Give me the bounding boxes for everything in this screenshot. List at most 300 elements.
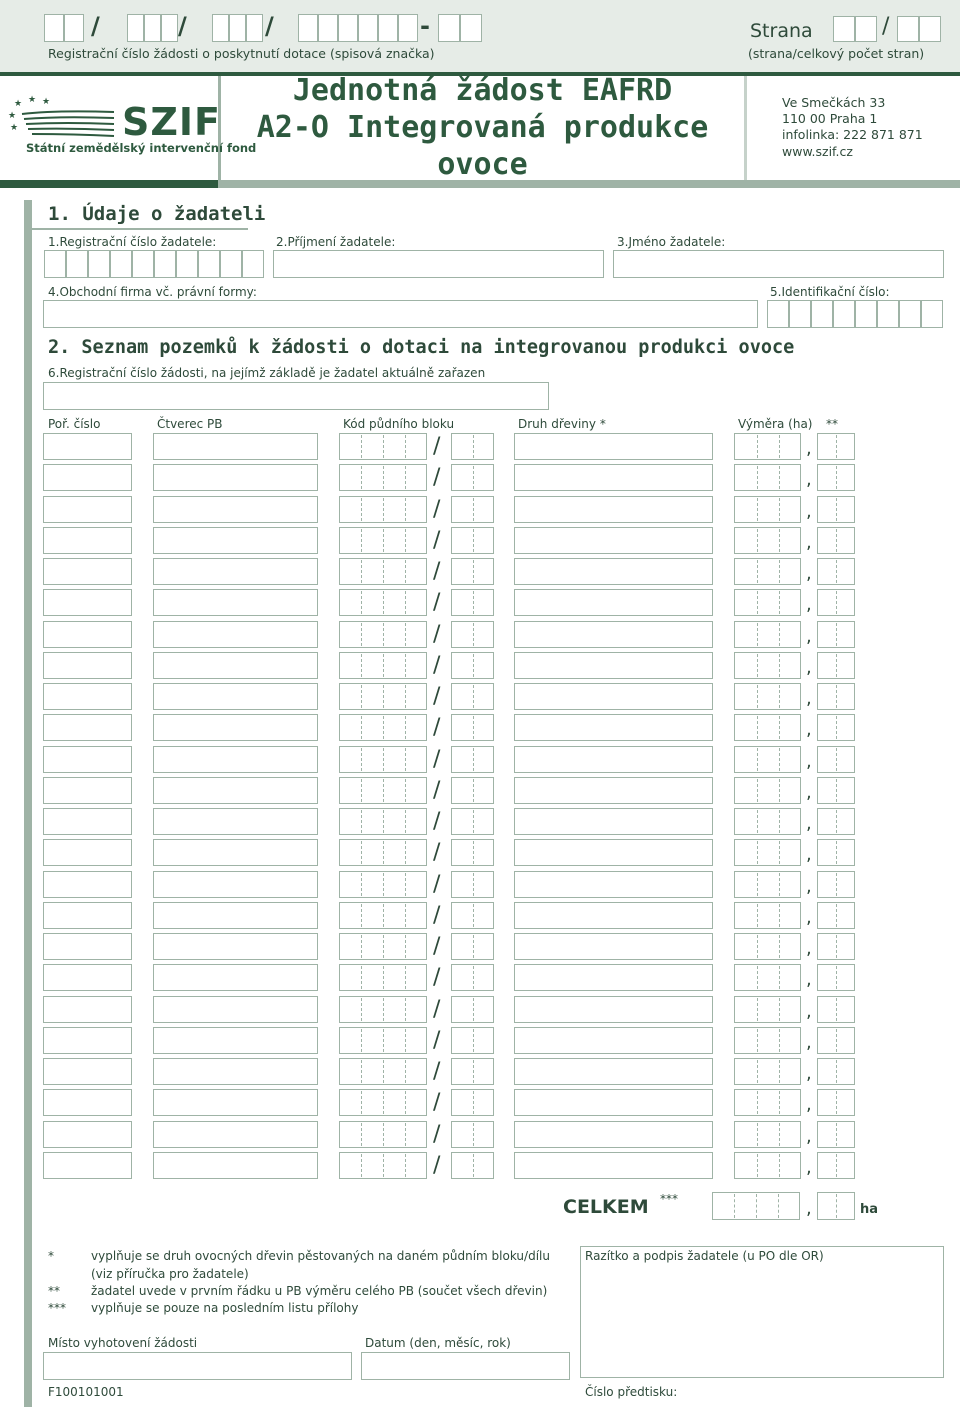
row-vymera-dec-field[interactable] [817,839,855,866]
row-kod-suffix-field[interactable] [451,808,494,835]
row-ctverec-field[interactable] [153,1089,318,1116]
address-city: 110 00 Praha 1 [782,111,878,126]
row-druh-field[interactable] [514,496,713,523]
row-vymera-divider [779,498,780,521]
row-vymera-dec-field[interactable] [817,964,855,991]
row-kod-divider [361,779,362,802]
row-vymera-int-field[interactable] [734,1089,801,1116]
row-kod-divider [383,591,384,614]
row-ctverec-field[interactable] [153,964,318,991]
row-poradi-field[interactable] [43,496,132,523]
reg-digit-box[interactable] [144,14,161,42]
note-mark: ** [48,1284,60,1298]
row-kod-divider [473,904,474,927]
row-druh-field[interactable] [514,871,713,898]
ico-digit-box[interactable] [833,300,855,328]
row-kod-slash: / [433,1153,441,1178]
row-kod-field[interactable] [339,933,427,960]
row-kod-divider [405,966,406,989]
row-vymera-comma: , [806,469,812,490]
row-kod-suffix-field[interactable] [451,839,494,866]
row-poradi-field[interactable] [43,1121,132,1148]
row-kod-suffix-field[interactable] [451,746,494,773]
row-kod-suffix-field[interactable] [451,933,494,960]
row-ctverec-field[interactable] [153,808,318,835]
applicant-reg-digit-box[interactable] [176,250,198,278]
row-kod-divider [361,841,362,864]
row-kod-field[interactable] [339,1027,427,1054]
row-kod-field[interactable] [339,558,427,585]
row-kod-slash: / [433,434,441,459]
title-line-3: ovoce [437,147,528,182]
row-kod-field[interactable] [339,433,427,460]
applicant-reg-digit-box[interactable] [198,250,220,278]
row-vymera-dec-field[interactable] [817,589,855,616]
row-kod-field[interactable] [339,683,427,710]
row-druh-field[interactable] [514,433,713,460]
row-kod-suffix-field[interactable] [451,683,494,710]
row-druh-field[interactable] [514,964,713,991]
row-vymera-int-field[interactable] [734,652,801,679]
row-vymera-divider [779,779,780,802]
row-druh-field[interactable] [514,1121,713,1148]
row-druh-field[interactable] [514,558,713,585]
section-2-heading: 2. Seznam pozemků k žádosti o dotaci na integrovanou produkci ovoce [48,337,795,358]
row-vymera-int-field[interactable] [734,777,801,804]
row-kod-suffix-field[interactable] [451,964,494,991]
row-druh-field[interactable] [514,902,713,929]
reg-digit-box[interactable] [246,14,263,42]
row-vymera-divider [836,779,837,802]
row-vymera-divider [779,1029,780,1052]
row-poradi-field[interactable] [43,808,132,835]
ico-digit-box[interactable] [899,300,921,328]
row-druh-field[interactable] [514,683,713,710]
row-kod-divider [361,685,362,708]
section-1-underline [32,228,248,230]
row-ctverec-field[interactable] [153,871,318,898]
row-kod-divider [361,435,362,458]
row-vymera-dec-field[interactable] [817,558,855,585]
row-vymera-dec-field[interactable] [817,996,855,1023]
row-kod-field[interactable] [339,1121,427,1148]
row-druh-field[interactable] [514,1058,713,1085]
row-kod-divider [405,435,406,458]
reg-digit-box[interactable] [378,14,398,42]
ico-digit-box[interactable] [877,300,899,328]
row-vymera-divider [779,904,780,927]
row-kod-divider [383,904,384,927]
row-druh-field[interactable] [514,464,713,491]
row-ctverec-field[interactable] [153,464,318,491]
row-druh-field[interactable] [514,839,713,866]
row-ctverec-field[interactable] [153,933,318,960]
row-kod-divider [361,873,362,896]
row-poradi-field[interactable] [43,652,132,679]
row-ctverec-field[interactable] [153,902,318,929]
applicant-reg-digit-box[interactable] [66,250,88,278]
page-total-box-2[interactable] [919,16,941,42]
row-vymera-int-field[interactable] [734,683,801,710]
row-kod-divider [473,1154,474,1177]
row-kod-suffix-field[interactable] [451,1027,494,1054]
row-kod-field[interactable] [339,964,427,991]
row-kod-field[interactable] [339,996,427,1023]
ico-digit-box[interactable] [855,300,877,328]
row-druh-field[interactable] [514,589,713,616]
row-kod-suffix-field[interactable] [451,652,494,679]
address-street: Ve Smečkách 33 [782,95,886,110]
row-kod-suffix-field[interactable] [451,464,494,491]
row-vymera-divider [836,998,837,1021]
row-druh-field[interactable] [514,777,713,804]
reg-digit-box[interactable] [318,14,338,42]
row-vymera-divider [779,873,780,896]
row-kod-field[interactable] [339,527,427,554]
total-dec-field[interactable] [817,1192,855,1220]
row-kod-field[interactable] [339,714,427,741]
applicant-reg-digit-box[interactable] [220,250,242,278]
reg-digit-box[interactable] [460,14,482,42]
surname-field[interactable] [273,250,604,278]
row-vymera-dec-field[interactable] [817,808,855,835]
row-kod-field[interactable] [339,652,427,679]
current-reg-field[interactable] [43,382,549,410]
row-ctverec-field[interactable] [153,996,318,1023]
row-poradi-field[interactable] [43,871,132,898]
row-druh-field[interactable] [514,1152,713,1179]
row-poradi-field[interactable] [43,964,132,991]
row-vymera-divider [836,1091,837,1114]
row-ctverec-field[interactable] [153,683,318,710]
row-vymera-int-field[interactable] [734,746,801,773]
row-kod-divider [405,1123,406,1146]
page-number-box-2[interactable] [855,16,877,42]
row-kod-suffix-field[interactable] [451,1089,494,1116]
row-druh-field[interactable] [514,527,713,554]
row-vymera-divider [757,685,758,708]
row-vymera-divider [757,654,758,677]
row-ctverec-field[interactable] [153,496,318,523]
row-kod-divider [361,1029,362,1052]
row-ctverec-field[interactable] [153,1058,318,1085]
row-vymera-dec-field[interactable] [817,933,855,960]
row-vymera-dec-field[interactable] [817,1152,855,1179]
row-druh-field[interactable] [514,933,713,960]
row-kod-slash: / [433,778,441,803]
row-vymera-int-field[interactable] [734,714,801,741]
row-kod-field[interactable] [339,1152,427,1179]
ico-digit-box[interactable] [811,300,833,328]
row-ctverec-field[interactable] [153,1027,318,1054]
row-ctverec-field[interactable] [153,652,318,679]
row-druh-field[interactable] [514,1027,713,1054]
row-kod-suffix-field[interactable] [451,496,494,523]
row-vymera-int-field[interactable] [734,1121,801,1148]
row-kod-divider [473,685,474,708]
row-ctverec-field[interactable] [153,1152,318,1179]
row-kod-field[interactable] [339,746,427,773]
reg-digit-box[interactable] [127,14,144,42]
row-vymera-int-field[interactable] [734,839,801,866]
row-vymera-divider [757,873,758,896]
reg-digit-box[interactable] [338,14,358,42]
applicant-reg-digit-box[interactable] [110,250,132,278]
row-ctverec-field[interactable] [153,558,318,585]
row-kod-suffix-field[interactable] [451,714,494,741]
business-name-field[interactable] [43,300,758,328]
applicant-reg-digit-box[interactable] [242,250,264,278]
row-kod-divider [405,560,406,583]
row-poradi-field[interactable] [43,996,132,1023]
row-kod-field[interactable] [339,464,427,491]
reg-digit-box[interactable] [298,14,318,42]
row-vymera-dec-field[interactable] [817,871,855,898]
reg-digit-box[interactable] [212,14,229,42]
row-vymera-dec-field[interactable] [817,652,855,679]
row-poradi-field[interactable] [43,683,132,710]
ico-digit-box[interactable] [789,300,811,328]
row-vymera-dec-field[interactable] [817,527,855,554]
row-kod-divider [361,560,362,583]
row-kod-field[interactable] [339,496,427,523]
row-poradi-field[interactable] [43,1089,132,1116]
row-poradi-field[interactable] [43,558,132,585]
reg-digit-box[interactable] [44,14,64,42]
row-vymera-int-field[interactable] [734,1027,801,1054]
row-poradi-field[interactable] [43,933,132,960]
row-vymera-divider [779,966,780,989]
row-kod-divider [383,1123,384,1146]
applicant-reg-digit-box[interactable] [132,250,154,278]
row-vymera-dec-field[interactable] [817,1121,855,1148]
row-vymera-divider [757,498,758,521]
row-vymera-divider [836,810,837,833]
reg-digit-box[interactable] [64,14,84,42]
row-ctverec-field[interactable] [153,1121,318,1148]
row-vymera-int-field[interactable] [734,1152,801,1179]
row-kod-divider [361,1091,362,1114]
row-kod-divider [473,591,474,614]
row-kod-suffix-field[interactable] [451,871,494,898]
row-vymera-int-field[interactable] [734,433,801,460]
row-kod-field[interactable] [339,1089,427,1116]
row-kod-divider [383,498,384,521]
row-kod-divider [473,654,474,677]
row-vymera-dec-field[interactable] [817,433,855,460]
row-vymera-divider [757,591,758,614]
row-vymera-int-field[interactable] [734,464,801,491]
row-vymera-dec-field[interactable] [817,746,855,773]
reg-digit-box[interactable] [229,14,246,42]
stamp-label: Razítko a podpis žadatele (u PO dle OR) [585,1249,824,1263]
row-vymera-divider [779,435,780,458]
row-kod-field[interactable] [339,808,427,835]
row-vymera-dec-field[interactable] [817,1058,855,1085]
row-kod-divider [405,748,406,771]
col-header-ctverec: Čtverec PB [157,417,223,431]
row-ctverec-field[interactable] [153,746,318,773]
row-poradi-field[interactable] [43,589,132,616]
row-kod-divider [473,623,474,646]
row-kod-field[interactable] [339,902,427,929]
reg-digit-box[interactable] [358,14,378,42]
current-reg-label: 6.Registrační číslo žádosti, na jejímž základě je žadatel aktuálně zařazen [48,366,486,380]
reg-digit-box[interactable] [438,14,460,42]
total-int-field[interactable] [712,1192,800,1220]
row-vymera-int-field[interactable] [734,808,801,835]
row-kod-divider [473,873,474,896]
row-vymera-divider [779,1123,780,1146]
row-vymera-divider [779,935,780,958]
applicant-reg-digit-box[interactable] [154,250,176,278]
row-ctverec-field[interactable] [153,839,318,866]
row-poradi-field[interactable] [43,839,132,866]
row-vymera-int-field[interactable] [734,964,801,991]
applicant-reg-digit-box[interactable] [88,250,110,278]
row-kod-field[interactable] [339,839,427,866]
row-kod-field[interactable] [339,777,427,804]
row-kod-divider [383,998,384,1021]
row-poradi-field[interactable] [43,1152,132,1179]
row-kod-divider [405,810,406,833]
row-vymera-int-field[interactable] [734,589,801,616]
place-field[interactable] [43,1352,352,1380]
row-vymera-divider [779,841,780,864]
page-number-box-1[interactable] [833,16,855,42]
row-vymera-divider [779,654,780,677]
reg-digit-box[interactable] [398,14,418,42]
row-kod-divider [361,591,362,614]
row-poradi-field[interactable] [43,714,132,741]
row-vymera-int-field[interactable] [734,1058,801,1085]
row-vymera-divider [757,935,758,958]
row-kod-field[interactable] [339,621,427,648]
row-druh-field[interactable] [514,1089,713,1116]
row-poradi-field[interactable] [43,1058,132,1085]
row-poradi-field[interactable] [43,433,132,460]
row-vymera-int-field[interactable] [734,902,801,929]
row-kod-divider [383,685,384,708]
row-vymera-divider [757,841,758,864]
row-kod-field[interactable] [339,1058,427,1085]
row-ctverec-field[interactable] [153,527,318,554]
row-vymera-int-field[interactable] [734,933,801,960]
row-poradi-field[interactable] [43,621,132,648]
row-kod-suffix-field[interactable] [451,1058,494,1085]
row-druh-field[interactable] [514,746,713,773]
row-kod-divider [361,623,362,646]
row-kod-divider [473,716,474,739]
row-druh-field[interactable] [514,621,713,648]
row-vymera-divider [779,623,780,646]
row-vymera-comma: , [806,1001,812,1022]
row-poradi-field[interactable] [43,777,132,804]
row-ctverec-field[interactable] [153,777,318,804]
row-kod-suffix-field[interactable] [451,621,494,648]
row-kod-field[interactable] [339,871,427,898]
row-kod-divider [405,466,406,489]
row-kod-suffix-field[interactable] [451,558,494,585]
note-text: žadatel uvede v prvním řádku u PB výměru celého PB (součet všech dřevin) [91,1284,548,1298]
row-kod-suffix-field[interactable] [451,902,494,929]
row-vymera-divider [779,685,780,708]
row-kod-suffix-field[interactable] [451,1152,494,1179]
row-poradi-field[interactable] [43,902,132,929]
row-druh-field[interactable] [514,652,713,679]
row-vymera-divider [836,435,837,458]
row-ctverec-field[interactable] [153,621,318,648]
row-vymera-divider [757,810,758,833]
reg-digit-box[interactable] [161,14,178,42]
page-total-box-1[interactable] [897,16,919,42]
row-vymera-dec-field[interactable] [817,714,855,741]
row-vymera-dec-field[interactable] [817,1027,855,1054]
row-kod-suffix-field[interactable] [451,1121,494,1148]
row-poradi-field[interactable] [43,746,132,773]
row-kod-suffix-field[interactable] [451,527,494,554]
row-druh-field[interactable] [514,996,713,1023]
note-mark: * [48,1249,54,1263]
row-vymera-dec-field[interactable] [817,683,855,710]
row-druh-field[interactable] [514,808,713,835]
applicant-reg-digit-box[interactable] [44,250,66,278]
row-vymera-int-field[interactable] [734,621,801,648]
row-vymera-divider [836,904,837,927]
ico-label: 5.Identifikační číslo: [770,285,890,299]
row-vymera-divider [757,779,758,802]
row-vymera-dec-field[interactable] [817,496,855,523]
row-vymera-divider [757,623,758,646]
row-kod-suffix-field[interactable] [451,433,494,460]
row-vymera-int-field[interactable] [734,996,801,1023]
ico-digit-box[interactable] [921,300,943,328]
row-kod-suffix-field[interactable] [451,589,494,616]
row-poradi-field[interactable] [43,1027,132,1054]
row-poradi-field[interactable] [43,527,132,554]
row-kod-suffix-field[interactable] [451,777,494,804]
row-vymera-dec-field[interactable] [817,1089,855,1116]
stamp-signature-box[interactable] [580,1246,944,1378]
section-1-heading: 1. Údaje o žadateli [48,203,266,225]
row-kod-divider [405,1091,406,1114]
row-vymera-int-field[interactable] [734,527,801,554]
row-druh-field[interactable] [514,714,713,741]
row-vymera-comma: , [806,907,812,928]
row-kod-suffix-field[interactable] [451,996,494,1023]
row-vymera-dec-field[interactable] [817,464,855,491]
row-vymera-dec-field[interactable] [817,777,855,804]
row-vymera-int-field[interactable] [734,496,801,523]
row-ctverec-field[interactable] [153,433,318,460]
row-kod-slash: / [433,903,441,928]
row-ctverec-field[interactable] [153,589,318,616]
date-field[interactable] [361,1352,570,1380]
row-kod-slash: / [433,559,441,584]
row-ctverec-field[interactable] [153,714,318,741]
row-vymera-comma: , [806,438,812,459]
row-kod-field[interactable] [339,589,427,616]
row-vymera-int-field[interactable] [734,871,801,898]
row-poradi-field[interactable] [43,464,132,491]
row-vymera-dec-field[interactable] [817,621,855,648]
ico-digit-box[interactable] [767,300,789,328]
col-header-vymera-note: ** [826,417,838,431]
row-vymera-comma: , [806,1032,812,1053]
row-vymera-int-field[interactable] [734,558,801,585]
first-name-field[interactable] [613,250,944,278]
row-vymera-dec-field[interactable] [817,902,855,929]
